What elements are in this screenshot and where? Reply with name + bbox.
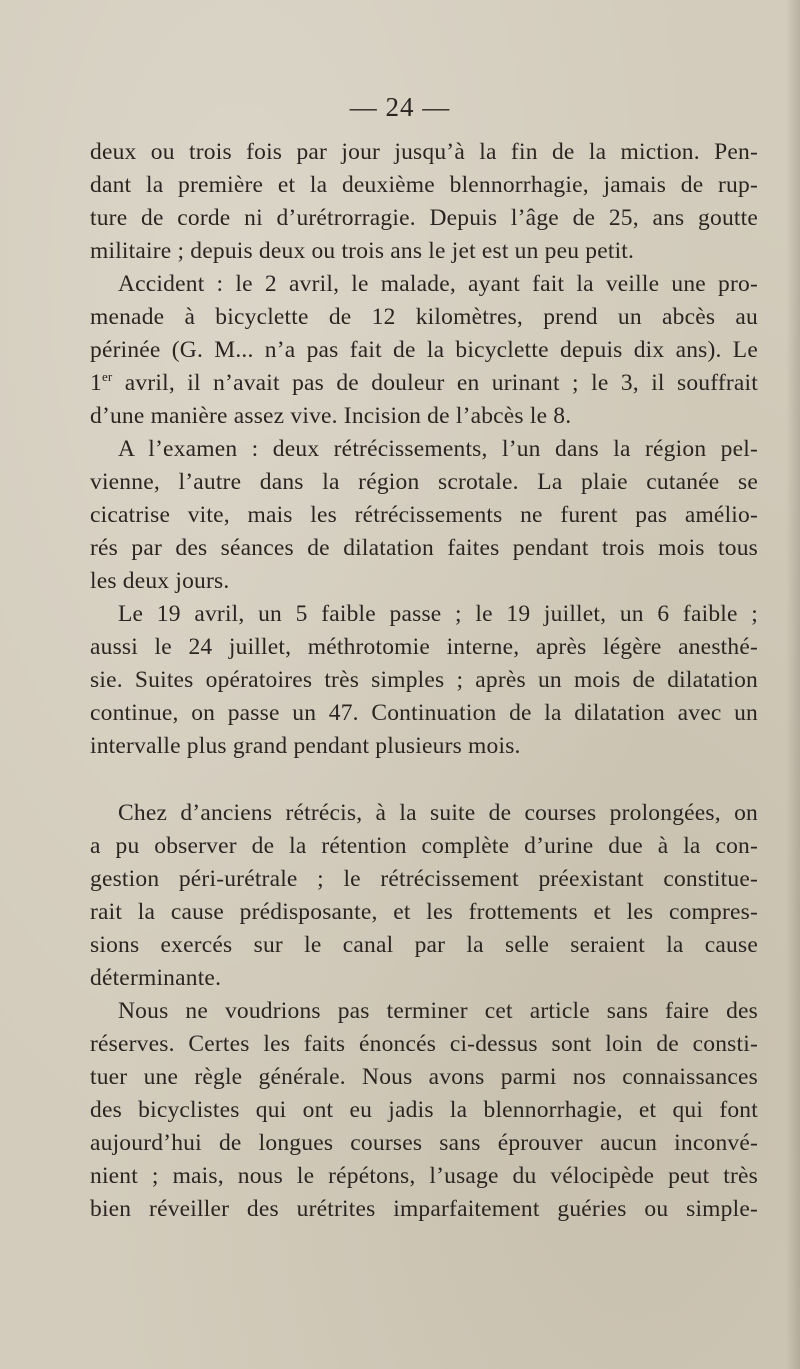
text-line: sions exercés sur le canal par la selle seraient la cause [90,932,758,958]
text-line: aujourd’hui de longues courses sans éprouver aucun inconvé- [90,1130,758,1156]
text-line: Chez d’anciens rétrécis, à la suite de courses prolongées, on [118,800,758,826]
text-line: A l’examen : deux rétrécissements, l’un dans la région pel- [118,436,758,462]
text-line: nient ; mais, nous le répétons, l’usage du vélocipède peut très [90,1163,758,1189]
text-line: a pu observer de la rétention complète d’urine due à la con- [90,833,758,859]
page-edge-shadow [786,0,800,1369]
text-line: tuer une règle générale. Nous avons parmi nos connaissances [90,1064,758,1090]
text-line: déterminante. [90,965,222,991]
text-line: dant la première et la deuxième blennorrhagie, jamais de rup- [90,172,758,198]
text-line: rés par des séances de dilatation faites pendant trois mois tous [90,535,758,561]
paragraph-5 [90,797,758,995]
text-line: des bicyclistes qui ont eu jadis la blennorrhagie, et qui font [90,1097,758,1123]
text-line: menade à bicyclette de 12 kilomètres, prend un abcès au [90,304,758,330]
text-line: d’une manière assez vive. Incision de l’abcès le 8. [90,403,572,429]
text-line: ture de corde ni d’urétrorragie. Depuis l’âge de 25, ans goutte [90,205,758,231]
paragraph-spacer [90,763,758,797]
page-number: — 24 — [349,92,451,122]
text-line: périnée (G. M... n’a pas fait de la bicyclette depuis dix ans). Le [90,337,758,363]
text-line: Le 19 avril, un 5 faible passe ; le 19 juillet, un 6 faible ; [118,601,758,627]
paragraph-1 [90,136,758,268]
text-line: cicatrise vite, mais les rétrécissements ne furent pas amélio- [90,502,758,528]
text-line: 1er avril, il n’avait pas de douleur en urinant ; le 3, il souffrait [90,369,758,396]
text-line: aussi le 24 juillet, méthrotomie interne, après légère anesthé- [90,634,758,660]
text-line: les deux jours. [90,568,230,594]
paragraph-4 [90,598,758,763]
body-text [90,136,758,1226]
text-line: rait la cause prédisposante, et les frottements et les compres- [90,899,758,925]
text-line: Nous ne voudrions pas terminer cet article sans faire des [118,998,758,1024]
text-line: militaire ; depuis deux ou trois ans le jet est un peu petit. [90,238,635,264]
text-line: deux ou trois fois par jour jusqu’à la fin de la miction. Pen- [90,139,758,165]
paragraph-6 [90,995,758,1226]
text-line: Accident : le 2 avril, le malade, ayant fait la veille une pro- [118,271,758,297]
paragraph-2 [90,268,758,433]
text-line: continue, on passe un 47. Continuation de la dilatation avec un [90,700,758,726]
text-line: sie. Suites opératoires très simples ; après un mois de dilatation [90,667,758,693]
text-line: bien réveiller des urétrites imparfaitement guéries ou simple- [90,1196,758,1222]
paragraph-3 [90,433,758,598]
text-line: intervalle plus grand pendant plusieurs mois. [90,733,521,759]
text-line: gestion péri-urétrale ; le rétrécissement préexistant constitue- [90,866,758,892]
text-line: vienne, l’autre dans la région scrotale. La plaie cutanée se [90,469,758,495]
text-line: réserves. Certes les faits énoncés ci-dessus sont loin de consti- [90,1031,758,1057]
